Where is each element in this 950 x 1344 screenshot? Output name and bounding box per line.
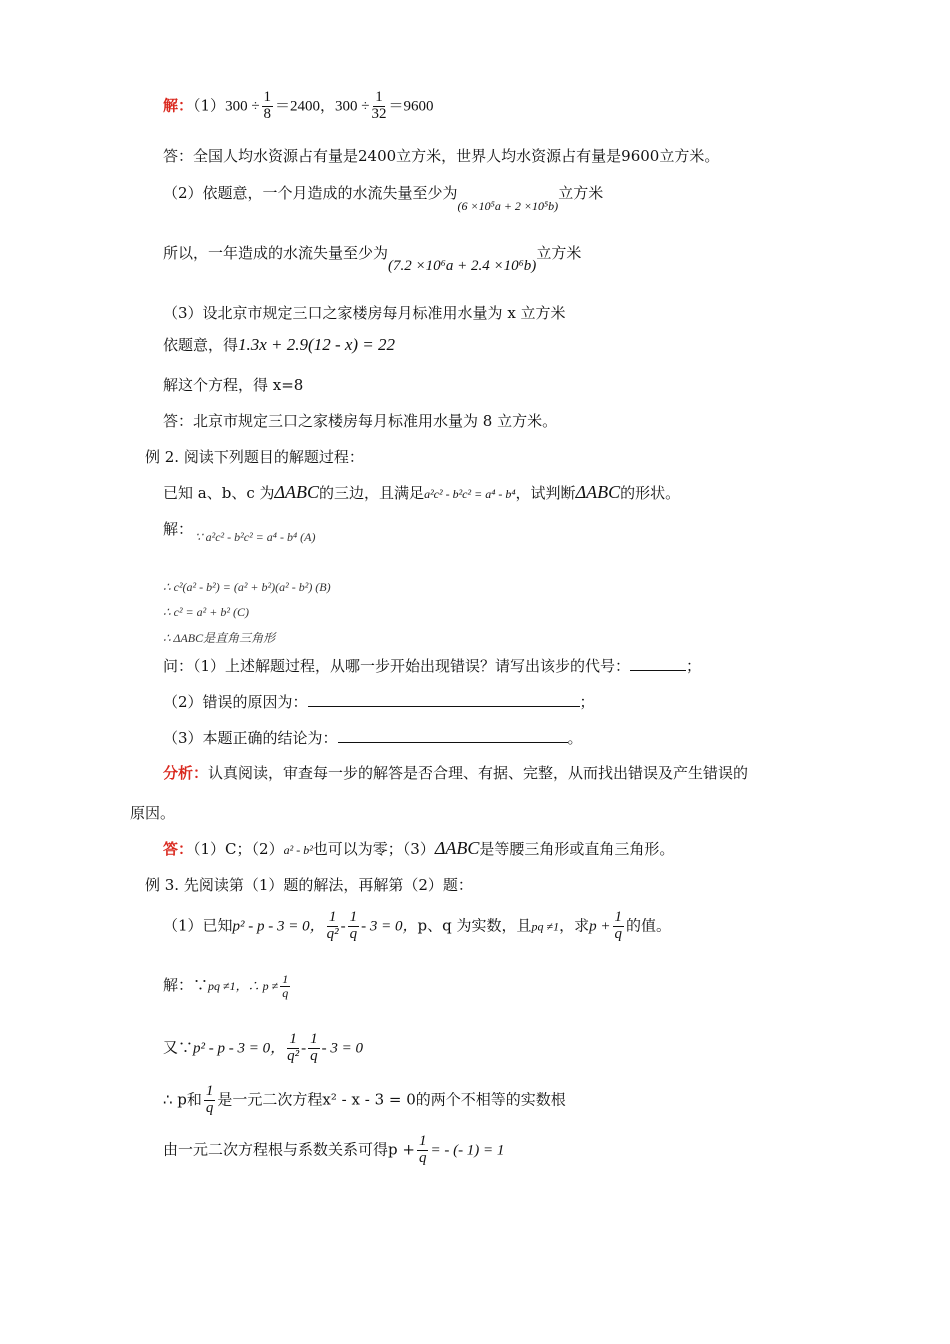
example-3-step-1: 解：∵pq ≠1，∴ p ≠ $\frac{1}{q}$ <box>163 972 289 1000</box>
solution-label: 解： <box>163 96 194 115</box>
part-3-answer: 答：北京市规定三口之家楼房每月标准用水量为 8 立方米。 <box>163 412 558 430</box>
analysis-cont: 原因。 <box>130 804 176 822</box>
question-2: （2）错误的原因为： ； <box>163 693 595 711</box>
example-2-title: 例 2. 阅读下列题目的解题过程： <box>145 448 364 466</box>
example-3-step-4: 由一元二次方程根与系数关系可得p + $\frac{1}{q}$ = - (- 1) = 1 <box>163 1133 505 1166</box>
question-1: 问：（1）上述解题过程，从哪一步开始出现错误？请写出该步的代号： ； <box>163 657 702 675</box>
step-d: ∴ ΔABC是直角三角形 <box>163 631 276 645</box>
part-2-year-line: 所以，一年造成的水流失量至少为(7.2 ×10⁶a + 2.4 ×10⁶b)立方米 <box>163 244 582 274</box>
example-2-answer: 答：（1）C；（2）a² - b²也可以为零；（3）ΔABC是等腰三角形或直角三角形。 <box>163 838 675 858</box>
part-3-equation: 依题意，得1.3x + 2.9(12 - x) = 22 <box>163 335 396 354</box>
example-2-solution-label: 解： <box>163 520 194 538</box>
step-a: ∵ a²c² - b²c² = a⁴ - b⁴ (A) <box>195 530 316 544</box>
part-3-solve: 解这个方程，得 x=8 <box>163 376 304 394</box>
answer-1: 答：全国人均水资源占有量是2400立方米，世界人均水资源占有量是9600立方米。 <box>163 147 720 165</box>
answer-blank[interactable] <box>630 658 686 671</box>
example-3-question: （1）已知p² - p - 3 = 0， $\frac{1}{\text{q²}}$ - $\frac{1}{q}$ - 3 = 0，p、q 为实数，且pq ≠1，求p + $\frac{1}{q}$ 的值。 <box>163 909 672 942</box>
example-3-step-3: ∴ p和 $\frac{1}{q}$ 是一元二次方程x² - x - 3 = 0的两个不相等的实数根 <box>163 1083 566 1116</box>
example-3-title: 例 3. 先阅读第（1）题的解法，再解第（2）题： <box>145 876 473 894</box>
answer-blank[interactable] <box>308 694 580 707</box>
example-2-given: 已知 a、b、c 为ΔABC的三边，且满足a²c² - b²c² = a⁴ - b⁴，试判断ΔABC的形状。 <box>163 482 681 502</box>
step-b: ∴ c²(a² - b²) = (a² + b²)(a² - b²) (B) <box>163 580 331 594</box>
part-2-line: （2）依题意，一个月造成的水流失量至少为$_{(6 \times 10^5a + 2 \times 10^5b)}$立方米 <box>163 184 604 213</box>
part-3-setup: （3）设北京市规定三口之家楼房每月标准用水量为 x 立方米 <box>163 304 566 322</box>
question-3: （3）本题正确的结论为： 。 <box>163 729 583 747</box>
solution-1-line: 解：（1）300 ÷ $\frac{1}{8}$ ＝2400，300 ÷ $\frac{1}{32}$ ＝9600 <box>163 89 434 122</box>
fraction: $\frac{1}{32}$ <box>371 89 387 122</box>
fraction: $\frac{1}{8}$ <box>263 89 272 122</box>
answer-blank[interactable] <box>338 730 568 743</box>
step-c: ∴ c² = a² + b² (C) <box>163 605 249 619</box>
analysis: 分析：认真阅读，审查每一步的解答是否合理、有据、完整，从而找出错误及产生错误的 <box>163 764 749 782</box>
example-3-step-2: 又∵p² - p - 3 = 0， $\frac{1}{\text{q²}}$ - $\frac{1}{q}$ - 3 = 0 <box>163 1031 364 1064</box>
